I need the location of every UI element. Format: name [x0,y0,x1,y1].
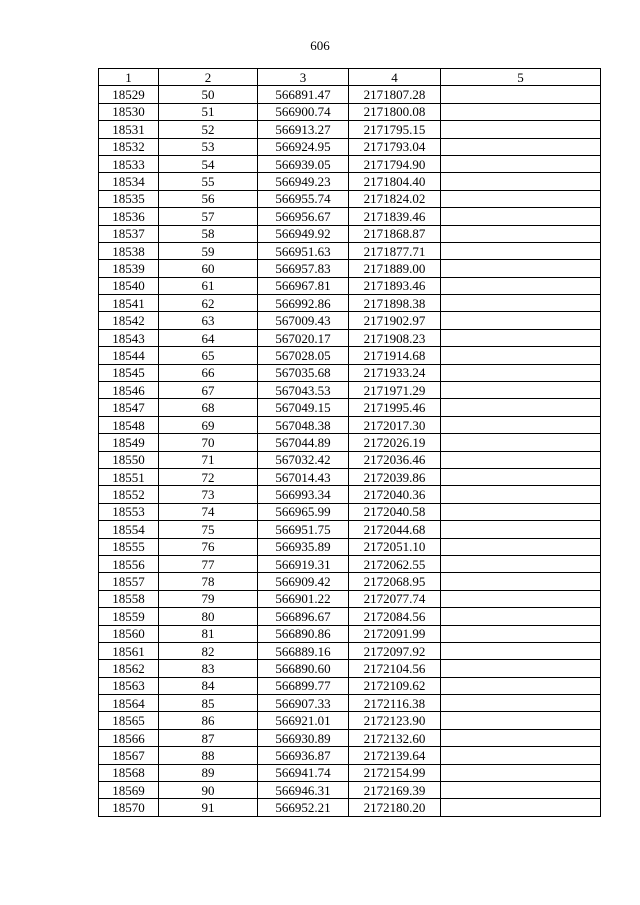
table-cell: 566890.60 [258,660,349,677]
table-cell [441,729,601,746]
table-cell: 18569 [99,782,159,799]
column-header: 5 [441,69,601,86]
table-cell [441,208,601,225]
table-cell: 2172116.38 [349,695,441,712]
table-row [99,242,601,259]
table-cell [441,364,601,381]
table-row [99,608,601,625]
table-cell: 58 [159,225,258,242]
table-cell: 566935.89 [258,538,349,555]
table-cell: 2171824.02 [349,190,441,207]
table-cell [441,555,601,572]
table-cell: 18553 [99,503,159,520]
table-cell: 55 [159,173,258,190]
table-cell [441,155,601,172]
table-cell: 51 [159,103,258,120]
table-cell: 2172104.56 [349,660,441,677]
table-cell: 18547 [99,399,159,416]
table-cell: 18564 [99,695,159,712]
table-cell: 2171889.00 [349,260,441,277]
column-header: 4 [349,69,441,86]
table-cell: 64 [159,329,258,346]
table-cell: 56 [159,190,258,207]
table-cell: 567049.15 [258,399,349,416]
table-cell: 74 [159,503,258,520]
table-cell: 18529 [99,86,159,103]
table-cell: 566936.87 [258,747,349,764]
table-cell [441,295,601,312]
table-cell: 2172051.10 [349,538,441,555]
table-cell [441,573,601,590]
table-cell: 2172169.39 [349,782,441,799]
table-cell: 79 [159,590,258,607]
table-cell [441,416,601,433]
table-cell: 18540 [99,277,159,294]
table-cell: 18560 [99,625,159,642]
table-cell: 60 [159,260,258,277]
table-cell: 2171807.28 [349,86,441,103]
table-cell: 566992.86 [258,295,349,312]
table-cell [441,277,601,294]
table-cell [441,451,601,468]
table-row [99,416,601,433]
table-row [99,225,601,242]
table-row [99,677,601,694]
table-cell: 2172154.99 [349,764,441,781]
table-cell: 566907.33 [258,695,349,712]
table-cell: 2172139.64 [349,747,441,764]
table-cell [441,660,601,677]
table-cell: 566913.27 [258,121,349,138]
table-cell [441,695,601,712]
table-cell: 78 [159,573,258,590]
table-cell: 62 [159,295,258,312]
table-cell: 2171793.04 [349,138,441,155]
table-cell: 68 [159,399,258,416]
table-row [99,347,601,364]
table-cell: 66 [159,364,258,381]
table-cell [441,312,601,329]
table-cell [441,434,601,451]
table-row [99,121,601,138]
table-cell: 566921.01 [258,712,349,729]
table-cell: 18531 [99,121,159,138]
table-cell: 2172123.90 [349,712,441,729]
table-cell: 18543 [99,329,159,346]
table-cell: 2171804.40 [349,173,441,190]
table-cell [441,347,601,364]
table-cell: 85 [159,695,258,712]
table-cell: 2171933.24 [349,364,441,381]
table-cell [441,242,601,259]
table-row [99,555,601,572]
table-cell: 2172180.20 [349,799,441,816]
table-row [99,625,601,642]
table-cell: 18554 [99,521,159,538]
table-cell: 73 [159,486,258,503]
table-row [99,434,601,451]
table-row [99,260,601,277]
table-cell: 2172068.95 [349,573,441,590]
table-body [99,86,601,816]
table-cell: 18542 [99,312,159,329]
table-cell: 2171995.46 [349,399,441,416]
table-cell: 18551 [99,468,159,485]
table-row [99,155,601,172]
table-cell [441,782,601,799]
table-cell: 2171914.68 [349,347,441,364]
table-cell: 567028.05 [258,347,349,364]
table-row [99,503,601,520]
table-cell: 566890.86 [258,625,349,642]
table-cell: 566967.81 [258,277,349,294]
table-row [99,799,601,816]
table-cell [441,642,601,659]
table-row [99,190,601,207]
table-row [99,173,601,190]
table-cell: 566956.67 [258,208,349,225]
table-cell: 2172044.68 [349,521,441,538]
table-cell [441,538,601,555]
table-cell: 566900.74 [258,103,349,120]
table-row [99,399,601,416]
table-row [99,486,601,503]
table-cell: 566896.67 [258,608,349,625]
table-cell: 18562 [99,660,159,677]
table-cell [441,764,601,781]
table-cell: 566952.21 [258,799,349,816]
table-cell: 70 [159,434,258,451]
column-header: 2 [159,69,258,86]
table-cell: 67 [159,382,258,399]
table-cell: 77 [159,555,258,572]
table-cell: 18546 [99,382,159,399]
table-cell: 75 [159,521,258,538]
table-cell [441,225,601,242]
table-cell: 566891.47 [258,86,349,103]
table-cell: 2171795.15 [349,121,441,138]
table-cell [441,121,601,138]
table-row [99,642,601,659]
table-cell: 84 [159,677,258,694]
table-cell: 567032.42 [258,451,349,468]
table-cell: 566930.89 [258,729,349,746]
table-cell: 2172109.62 [349,677,441,694]
table-cell: 87 [159,729,258,746]
table-cell: 18532 [99,138,159,155]
table-cell: 18548 [99,416,159,433]
table-row [99,295,601,312]
table-cell [441,138,601,155]
table-cell [441,399,601,416]
table-cell [441,382,601,399]
table-cell: 91 [159,799,258,816]
table-row [99,451,601,468]
table-cell: 2172040.58 [349,503,441,520]
table-row [99,782,601,799]
table-row [99,86,601,103]
table-cell: 566951.75 [258,521,349,538]
table-cell: 52 [159,121,258,138]
table-cell: 18538 [99,242,159,259]
table-row [99,747,601,764]
table-cell: 567048.38 [258,416,349,433]
table-cell [441,608,601,625]
table-cell [441,190,601,207]
table-cell: 566941.74 [258,764,349,781]
table-cell: 567020.17 [258,329,349,346]
table-cell: 18537 [99,225,159,242]
table-cell: 566889.16 [258,642,349,659]
table-cell: 2172132.60 [349,729,441,746]
table-cell: 18561 [99,642,159,659]
table-cell: 566957.83 [258,260,349,277]
table-row [99,590,601,607]
table-cell [441,625,601,642]
table-cell: 566901.22 [258,590,349,607]
table-cell: 2172062.55 [349,555,441,572]
table-cell: 54 [159,155,258,172]
table-cell: 18549 [99,434,159,451]
table-cell: 89 [159,764,258,781]
table-cell: 2172036.46 [349,451,441,468]
table-cell: 80 [159,608,258,625]
table-cell: 566924.95 [258,138,349,155]
table-row [99,695,601,712]
table-cell [441,86,601,103]
table-cell [441,173,601,190]
table-cell: 18565 [99,712,159,729]
table-cell: 2172097.92 [349,642,441,659]
table-cell: 18557 [99,573,159,590]
table-cell: 82 [159,642,258,659]
table-cell [441,677,601,694]
table-cell: 57 [159,208,258,225]
table-cell: 18555 [99,538,159,555]
table-cell: 18536 [99,208,159,225]
column-header: 3 [258,69,349,86]
table-cell: 2171800.08 [349,103,441,120]
table-cell: 2171868.87 [349,225,441,242]
table-cell: 566919.31 [258,555,349,572]
table-cell: 2172091.99 [349,625,441,642]
table-row [99,329,601,346]
table-row [99,277,601,294]
table-row [99,712,601,729]
table-cell: 88 [159,747,258,764]
table-row [99,364,601,381]
table-cell: 71 [159,451,258,468]
table-row [99,103,601,120]
table-cell: 76 [159,538,258,555]
table-cell: 2171839.46 [349,208,441,225]
table-cell [441,521,601,538]
table-row [99,660,601,677]
table-cell [441,486,601,503]
table-cell: 566946.31 [258,782,349,799]
table-cell: 59 [159,242,258,259]
table-cell: 566955.74 [258,190,349,207]
table-cell: 18559 [99,608,159,625]
table-cell: 81 [159,625,258,642]
coordinates-table [98,68,601,817]
table-row [99,729,601,746]
table-cell: 18570 [99,799,159,816]
column-header: 1 [99,69,159,86]
table-cell: 2172077.74 [349,590,441,607]
table-cell: 61 [159,277,258,294]
table-cell [441,590,601,607]
table-cell: 566951.63 [258,242,349,259]
table-row [99,764,601,781]
table-cell: 2172039.86 [349,468,441,485]
page-number: 606 [310,38,330,53]
table-cell: 65 [159,347,258,364]
table-cell [441,747,601,764]
table-cell: 2172084.56 [349,608,441,625]
table-row [99,312,601,329]
table-cell: 18567 [99,747,159,764]
table-cell: 2171893.46 [349,277,441,294]
table-cell: 2171908.23 [349,329,441,346]
table-row [99,468,601,485]
table-cell: 18535 [99,190,159,207]
table-cell: 566949.23 [258,173,349,190]
table-cell: 18556 [99,555,159,572]
table-cell [441,712,601,729]
table-cell: 2172017.30 [349,416,441,433]
table-row [99,138,601,155]
table-cell: 18566 [99,729,159,746]
table-cell: 566949.92 [258,225,349,242]
table-cell: 63 [159,312,258,329]
table-cell: 566899.77 [258,677,349,694]
table-cell: 567044.89 [258,434,349,451]
table-cell: 18530 [99,103,159,120]
table-cell: 2171971.29 [349,382,441,399]
table-row [99,521,601,538]
table-cell: 567009.43 [258,312,349,329]
table-cell: 2171877.71 [349,242,441,259]
table-cell: 18550 [99,451,159,468]
table-cell: 90 [159,782,258,799]
table-cell: 18563 [99,677,159,694]
table-cell: 53 [159,138,258,155]
table-cell: 2171902.97 [349,312,441,329]
table-cell: 567014.43 [258,468,349,485]
table-cell [441,103,601,120]
table-cell: 567035.68 [258,364,349,381]
table-cell: 50 [159,86,258,103]
table-cell: 18534 [99,173,159,190]
table-cell: 2171794.90 [349,155,441,172]
table-cell: 18533 [99,155,159,172]
table-row [99,538,601,555]
table-cell [441,468,601,485]
table-cell: 18568 [99,764,159,781]
table-cell: 18539 [99,260,159,277]
table-row [99,573,601,590]
table-row [99,382,601,399]
table-cell: 18558 [99,590,159,607]
table-cell [441,799,601,816]
table-cell [441,329,601,346]
table-cell: 18544 [99,347,159,364]
table-cell: 69 [159,416,258,433]
table-cell: 566909.42 [258,573,349,590]
table-cell: 83 [159,660,258,677]
table-cell: 86 [159,712,258,729]
table-cell: 18541 [99,295,159,312]
table-cell: 566993.34 [258,486,349,503]
table-cell: 566939.05 [258,155,349,172]
table-cell: 18545 [99,364,159,381]
table-cell: 567043.53 [258,382,349,399]
table-cell [441,260,601,277]
table-cell: 2171898.38 [349,295,441,312]
table-header-row [99,69,601,86]
table-cell: 18552 [99,486,159,503]
table-cell: 72 [159,468,258,485]
table-cell: 2172026.19 [349,434,441,451]
table-cell: 566965.99 [258,503,349,520]
table-cell: 2172040.36 [349,486,441,503]
table-cell [441,503,601,520]
table-row [99,208,601,225]
